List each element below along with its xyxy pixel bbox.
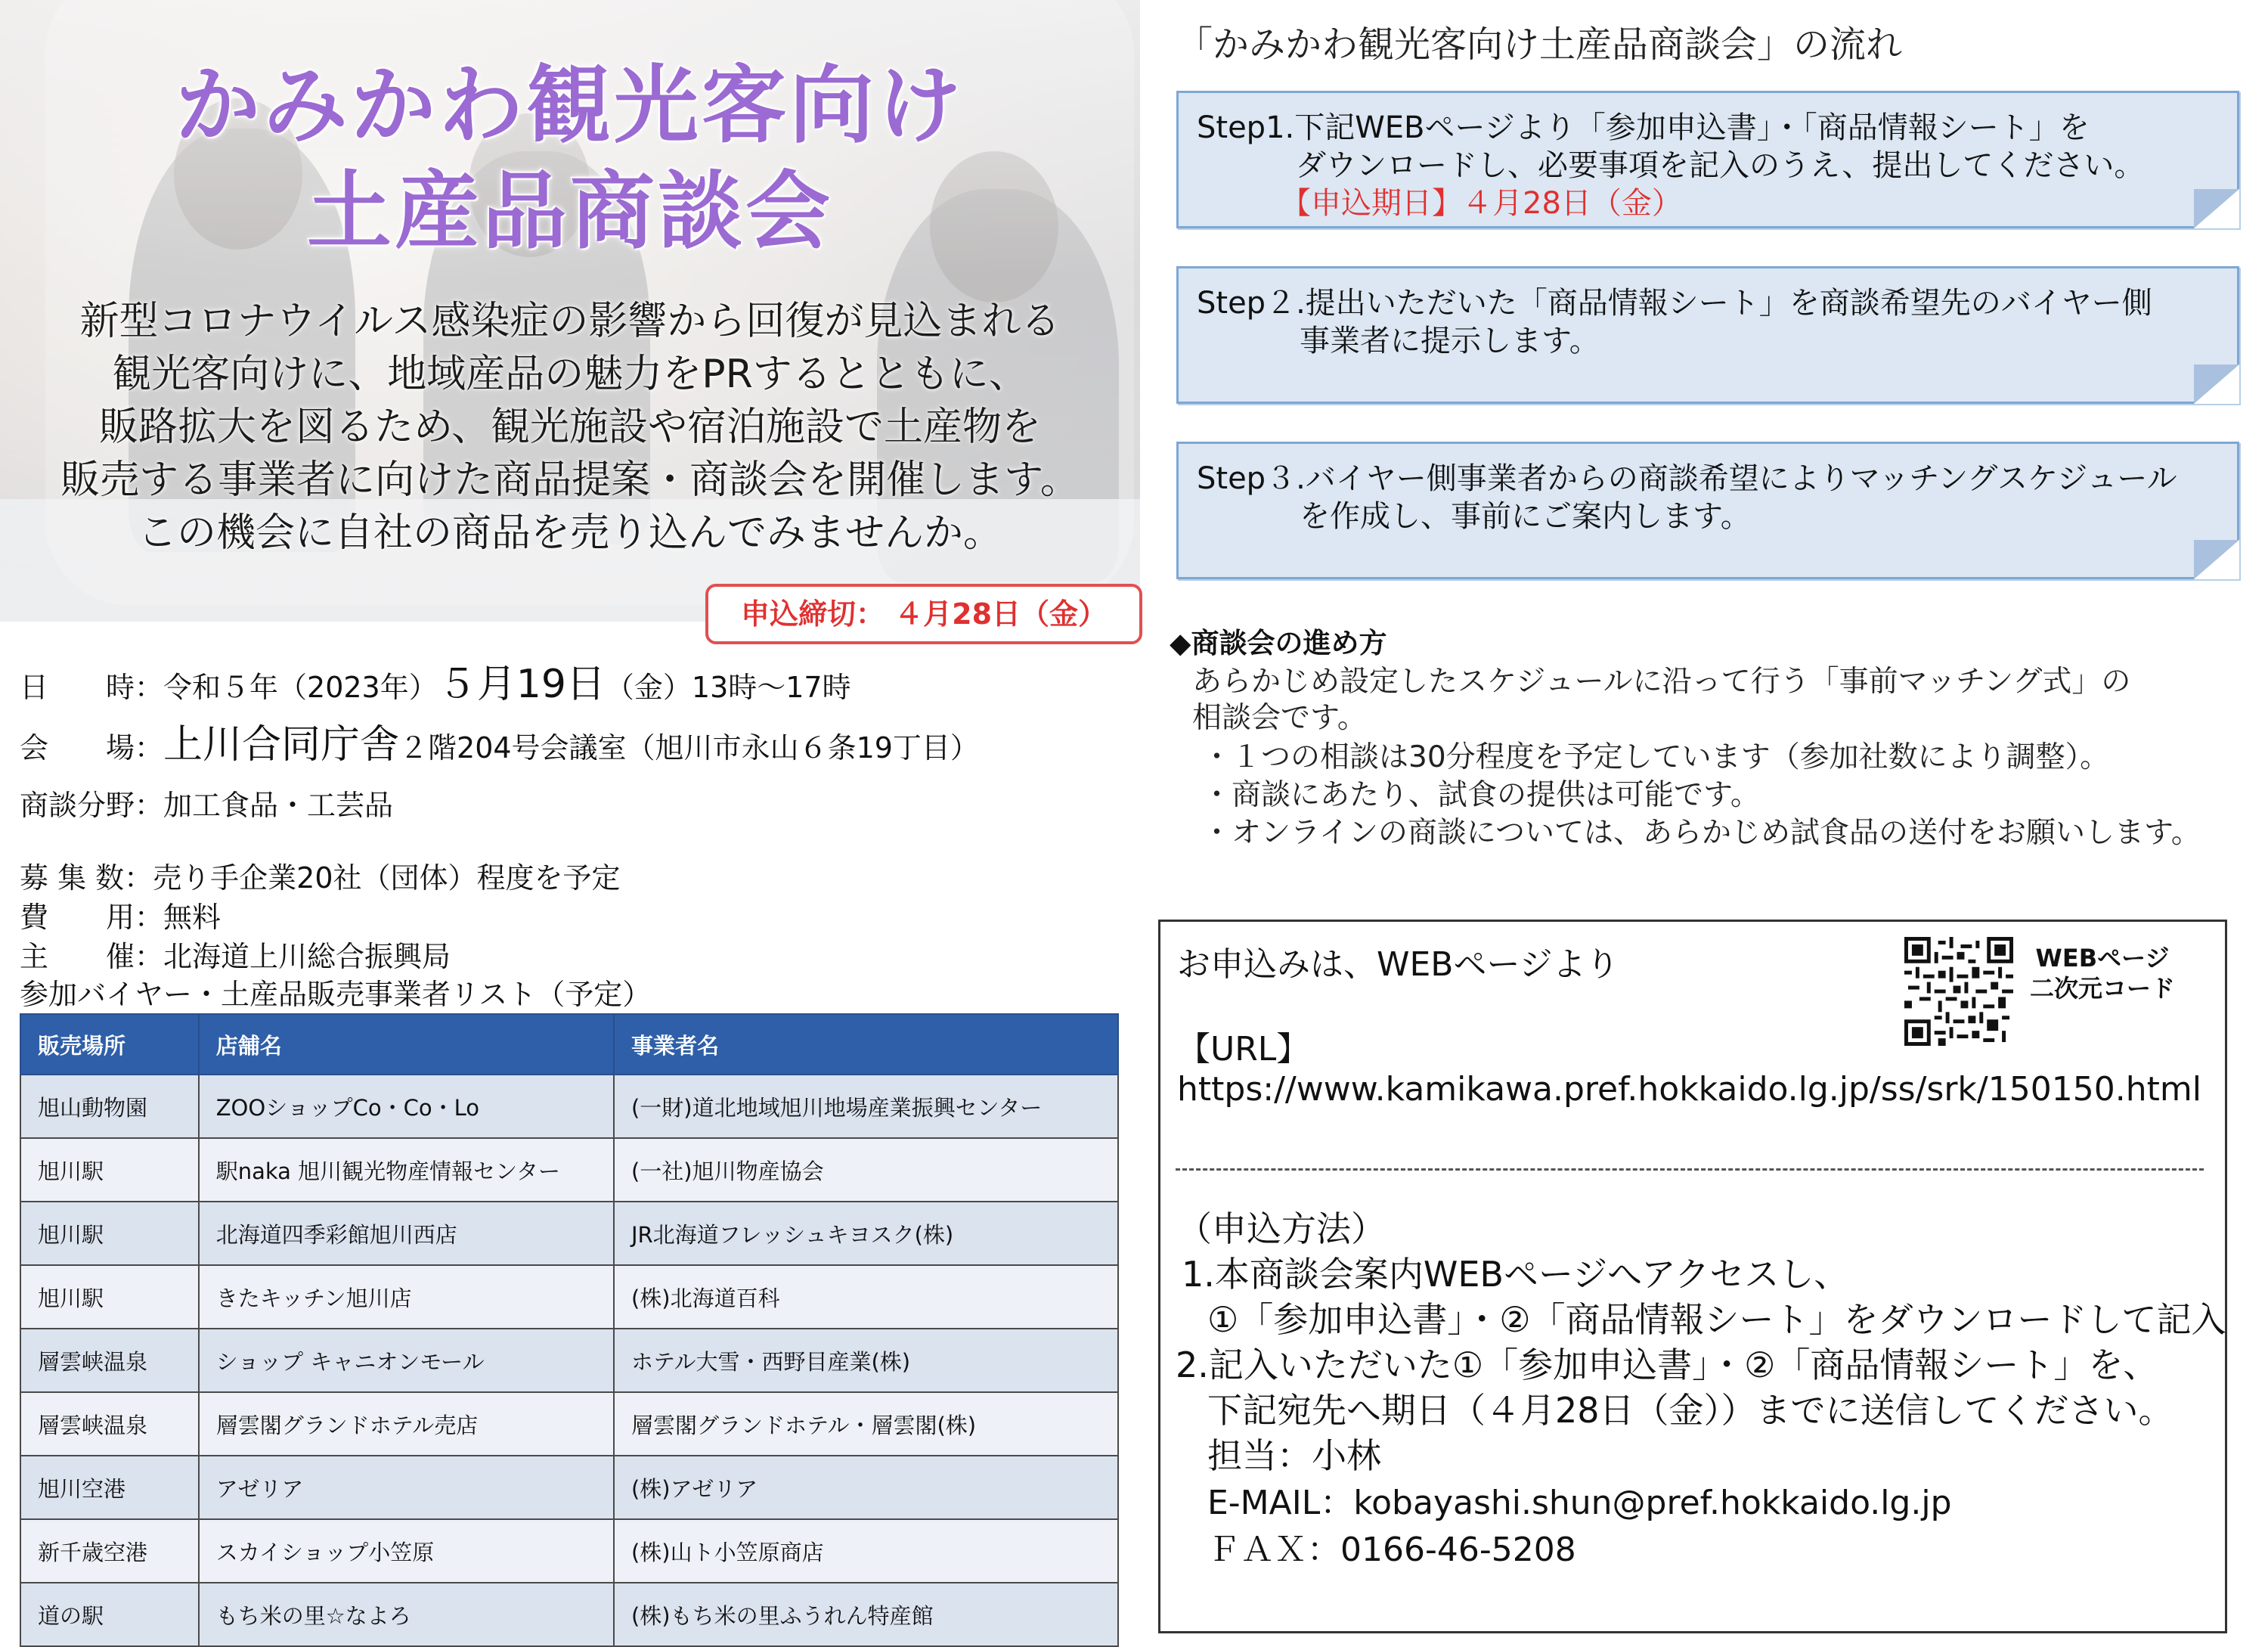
method-line: ・オンラインの商談については、あらかじめ試食品の送付をお願いします。 [1202,816,2201,850]
step-text: 事業者に提示します。 [1300,324,1600,358]
hero-body-line: 新型コロナウイルス感染症の影響から回復が見込まれる [79,299,1061,344]
step-deadline: 【申込期日】４月28日（金） [1281,186,1682,221]
table-cell: 旭川駅 [20,1265,199,1329]
folded-corner [2194,540,2239,579]
table-cell: 層雲峡温泉 [20,1329,199,1392]
table-cell: ZOOショップCo・Co・Lo [199,1075,614,1138]
venue-label: 会 場： [20,731,164,765]
step-text: Step２.提出いただいた「商品情報シート」を商談希望先のバイヤー側 [1197,286,2152,321]
contact-email[interactable]: E-MAIL：kobayashi.shun@pref.hokkaido.lg.jp [1207,1484,1952,1522]
table-row [20,1456,1118,1519]
table-row [20,1583,1118,1646]
table-cell: 層雲閣グランドホテル売店 [199,1392,614,1456]
table-cell: 旭川駅 [20,1138,199,1202]
table-cell: 旭川空港 [20,1456,199,1519]
column-header: 事業者名 [614,1014,1118,1075]
event-fee: 費 用：無料 [20,901,222,934]
apply-url-link[interactable]: https://www.kamikawa.pref.hokkaido.lg.jp/ss/srk/150150.html [1177,1070,2201,1109]
apply-step: 1.本商談会案内WEBページへアクセスし、 [1182,1254,1849,1295]
apply-method-label: （申込方法） [1177,1208,1386,1249]
buyer-table [20,1013,1119,1647]
apply-intro: お申込みは、WEBページより [1177,945,1619,984]
table-cell: (一財)道北地域旭川地場産業振興センター [614,1075,1118,1138]
table-cell: ショップ キャニオンモール [199,1329,614,1392]
url-label: 【URL】 [1177,1030,1310,1069]
date-prefix: 令和５年（2023年） [163,671,438,704]
table-row [20,1075,1118,1138]
apply-box [1158,920,2227,1633]
date-suffix: （金）13時～17時 [605,671,851,704]
event-host: 主 催：北海道上川総合振興局 [20,940,451,973]
method-heading: ◆商談会の進め方 [1170,627,1387,659]
method-line: ・商談にあたり、試食の提供は可能です。 [1202,778,1760,812]
table-row [20,1519,1118,1583]
table-cell: きたキッチン旭川店 [199,1265,614,1329]
event-recruit: 募 集 数：売り手企業20社（団体）程度を予定 [20,861,621,895]
venue-main: 上川合同庁舎 [163,722,400,768]
table-cell: JR北海道フレッシュキヨスク(株) [614,1202,1118,1265]
table-cell: (株)北海道百科 [614,1265,1118,1329]
table-cell: 層雲閣グランドホテル・層雲閣(株) [614,1392,1118,1456]
step-text: ダウンロードし、必要事項を記入のうえ、提出してください。 [1296,148,2145,183]
step-3-box [1176,442,2239,579]
table-cell: 層雲峡温泉 [20,1392,199,1456]
qr-caption [2030,943,2175,1003]
table-cell: (株)山ト小笠原商店 [614,1519,1118,1583]
table-cell: (一社)旭川物産協会 [614,1138,1118,1202]
step-1-box [1176,91,2239,228]
step-text: Step1.下記WEBページより「参加申込書」・「商品情報シート」を [1197,110,2090,145]
divider [1176,1168,2204,1171]
venue-suffix: ２階204号会議室（旭川市永山６条19丁目） [399,731,979,765]
date-main: ５月19日 [437,662,606,707]
step-2-box [1176,266,2239,404]
table-cell: スカイショップ小笠原 [199,1519,614,1583]
table-cell: ホテル大雪・西野目産業(株) [614,1329,1118,1392]
table-header-row [20,1014,1118,1075]
event-venue [20,712,979,769]
contact-fax: ＦＡＸ：0166-46-5208 [1207,1531,1576,1569]
event-field: 商談分野：加工食品・工芸品 [20,789,394,822]
table-row [20,1202,1118,1265]
table-row [20,1265,1118,1329]
table-cell: 道の駅 [20,1583,199,1646]
apply-step: 2.記入いただいた①「参加申込書」・②「商品情報シート」を、 [1176,1345,2158,1385]
step-text: を作成し、事前にご案内します。 [1300,499,1751,534]
table-cell: 新千歳空港 [20,1519,199,1583]
step-text: Step３.バイヤー側事業者からの商談希望によりマッチングスケジュール [1197,461,2177,496]
hero-body-line: 販売する事業者に向けた商品提案・商談会を開催します。 [60,458,1080,503]
table-cell: (株)アゼリア [614,1456,1118,1519]
contact-person: 担当：小林 [1207,1435,1381,1476]
list-title: 参加バイヤー・土産品販売事業者リスト（予定） [20,978,652,1011]
table-row [20,1392,1118,1456]
table-row [20,1138,1118,1202]
event-date [20,652,851,709]
table-cell: (株)もち米の里ふうれん特産館 [614,1583,1118,1646]
apply-step-detail: 下記宛先へ期日（４月28日（金））までに送信してください。 [1207,1390,2174,1431]
page-title: かみかわ観光客向け [175,57,965,155]
table-cell: 北海道四季彩館旭川西店 [199,1202,614,1265]
column-header: 販売場所 [20,1014,199,1075]
date-label: 日 時： [20,671,164,704]
table-cell: 旭山動物園 [20,1075,199,1138]
hero-body-line: 観光客向けに、地域産品の魅力をPRするとともに、 [112,352,1028,397]
hero-body-line: この機会に自社の商品を売り込んでみませんか。 [137,510,1002,556]
table-cell: もち米の里☆なよろ [199,1583,614,1646]
deadline-badge: 申込締切： ４月28日（金） [705,584,1142,644]
flow-title: 「かみかわ観光客向け土産品商談会」の流れ [1176,23,1903,66]
qr-caption-line: 二次元コード [2030,974,2176,1003]
column-header: 店舗名 [199,1014,614,1075]
table-cell: アゼリア [199,1456,614,1519]
method-line: ・１つの相談は30分程度を予定しています（参加社数により調整）。 [1202,740,2110,774]
apply-step-detail: ①「参加申込書」・②「商品情報シート」をダウンロードして記入 [1207,1299,2226,1340]
method-line: 相談会です。 [1192,701,1367,735]
folded-corner [2194,189,2239,228]
method-line: あらかじめ設定したスケジュールに沿って行う「事前マッチング式」の [1192,665,2131,699]
table-row [20,1329,1118,1392]
qr-caption-line: WEBページ [2035,944,2170,972]
hero-body-line: 販路拡大を図るため、観光施設や宿泊施設で土産物を [99,405,1041,450]
page-title-line2: 土産品商談会 [307,163,833,261]
qr-code-icon[interactable] [1904,937,2013,1046]
folded-corner [2194,364,2239,404]
table-cell: 駅naka 旭川観光物産情報センター [199,1138,614,1202]
table-cell: 旭川駅 [20,1202,199,1265]
